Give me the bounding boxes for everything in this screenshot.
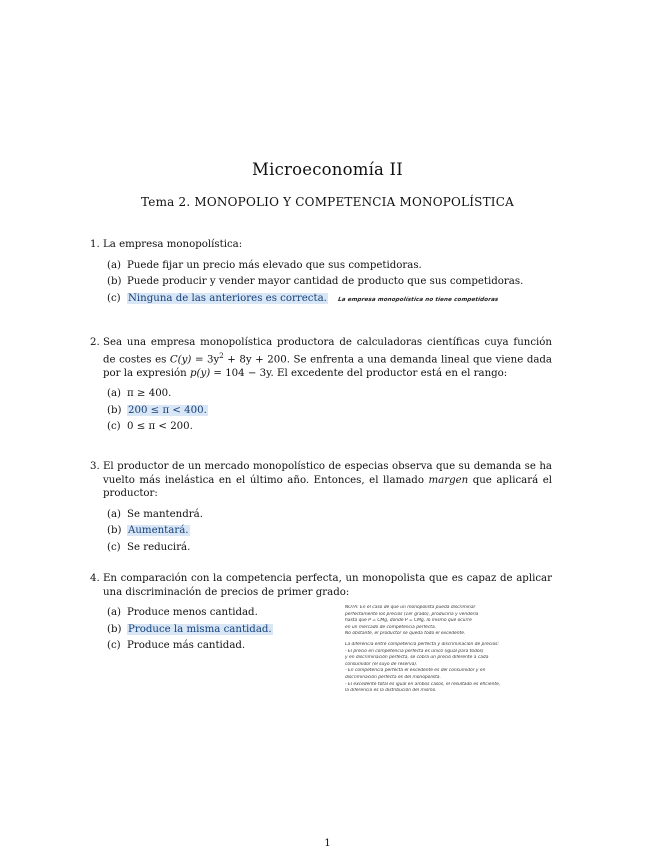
option-c (107, 291, 552, 308)
option-a (107, 507, 552, 524)
question-text: El productor de un mercado monopolístico de especias observa que su demanda se ha vuelto más inelástica en el último año. Entonces, el llamado margen que aplicará el productor: (103, 461, 553, 500)
question-number: 3. (90, 461, 100, 472)
option-text: Se mantendrá. (127, 508, 203, 520)
highlighted-answer: 200 ≤ π < 400. (128, 404, 207, 416)
question-text: En comparación con la competencia perfecta, un monopolista que es capaz de aplicar una discriminación de precios de primer grado: (103, 573, 552, 598)
option-c (107, 419, 552, 436)
page-title: Microeconomía II (252, 160, 403, 179)
option-label: (a) (107, 508, 122, 520)
option-label: (b) (107, 276, 122, 288)
option-text-wrapper (127, 622, 273, 639)
option-a (107, 258, 552, 275)
option-text-wrapper (127, 291, 498, 309)
page-subtitle: Tema 2. MONOPOLIO Y COMPETENCIA MONOPOLÍSTICA (141, 195, 514, 209)
option-text: Puede producir y vender mayor cantidad de producto que sus competidoras. (127, 276, 524, 288)
options-list (107, 386, 552, 436)
question-1 (90, 238, 552, 307)
option-label: (b) (107, 404, 122, 416)
option-text-wrapper (127, 403, 208, 420)
highlighted-answer: Produce la misma cantidad. (128, 623, 272, 635)
option-text-wrapper (127, 523, 190, 540)
option-text: Puede fijar un precio más elevado que sus competidoras. (127, 259, 422, 271)
question-text: Sea una empresa monopolística productora de calculadoras científicas cuya función de costes es $C(y) = 3y^2 + 8y + 200$. Se enfrenta a una demanda lineal que viene dada por la expresión p(y) = 104 − 3y. El excedente del productor está en el rango: (103, 337, 553, 379)
question-number: 1. (90, 239, 100, 250)
option-label: (c) (107, 292, 121, 304)
option-label: (b) (107, 623, 122, 635)
option-text: Produce menos cantidad. (127, 607, 258, 619)
handwritten-paragraph-2: La diferencia entre competencia perfecta y discriminación de precios: - El precio en competencia perfecta es único (igual para todos) y en discriminación perfecta, se cobra un precio diferente a cada consumidor (el suyo de reserva). - En competencia perfecta el excedente es del consumidor y en discriminación perfecta es del monopolista. - El excedente total es igual en ambos casos, el resultado es eficiente, la diferencia es la distribución del mismo. (345, 641, 501, 694)
options-list (107, 258, 552, 308)
question-text: La empresa monopolística: (103, 239, 243, 250)
page-number: 1 (324, 838, 331, 849)
option-label: (b) (107, 525, 122, 537)
question-2 (90, 336, 552, 436)
option-label: (c) (107, 541, 121, 553)
option-text: 0 ≤ π < 200. (127, 421, 193, 433)
handwritten-annotation: La empresa monopolística no tiene competidoras (337, 296, 499, 303)
question-3 (90, 460, 552, 556)
option-label: (a) (107, 259, 122, 271)
highlighted-answer: Aumentará. (128, 525, 189, 537)
option-b (107, 274, 552, 291)
option-a (107, 386, 552, 403)
option-text: π ≥ 400. (127, 388, 172, 400)
option-b (107, 523, 552, 540)
options-list (107, 507, 552, 557)
option-text: Se reducirá. (127, 541, 191, 553)
option-text: Produce más cantidad. (127, 640, 246, 652)
handwritten-paragraph-1: NOTA: En el caso de que un monopolista pueda discriminar perfectamente los precios (1er grado), produciría y vendería hasta que P = CMg, donde P = CMg, lo mismo que ocurre en un mercado de competencia perfecta. No obstante, el productor se queda todo el excedente. (345, 605, 479, 637)
handwritten-note (345, 605, 567, 699)
option-b (107, 403, 552, 420)
option-label: (c) (107, 421, 121, 433)
option-label: (c) (107, 640, 121, 652)
highlighted-answer: Ninguna de las anteriores es correcta. (128, 292, 327, 304)
option-label: (a) (107, 607, 122, 619)
option-label: (a) (107, 388, 122, 400)
option-c (107, 540, 552, 557)
question-number: 4. (90, 573, 100, 584)
question-number: 2. (90, 337, 100, 348)
